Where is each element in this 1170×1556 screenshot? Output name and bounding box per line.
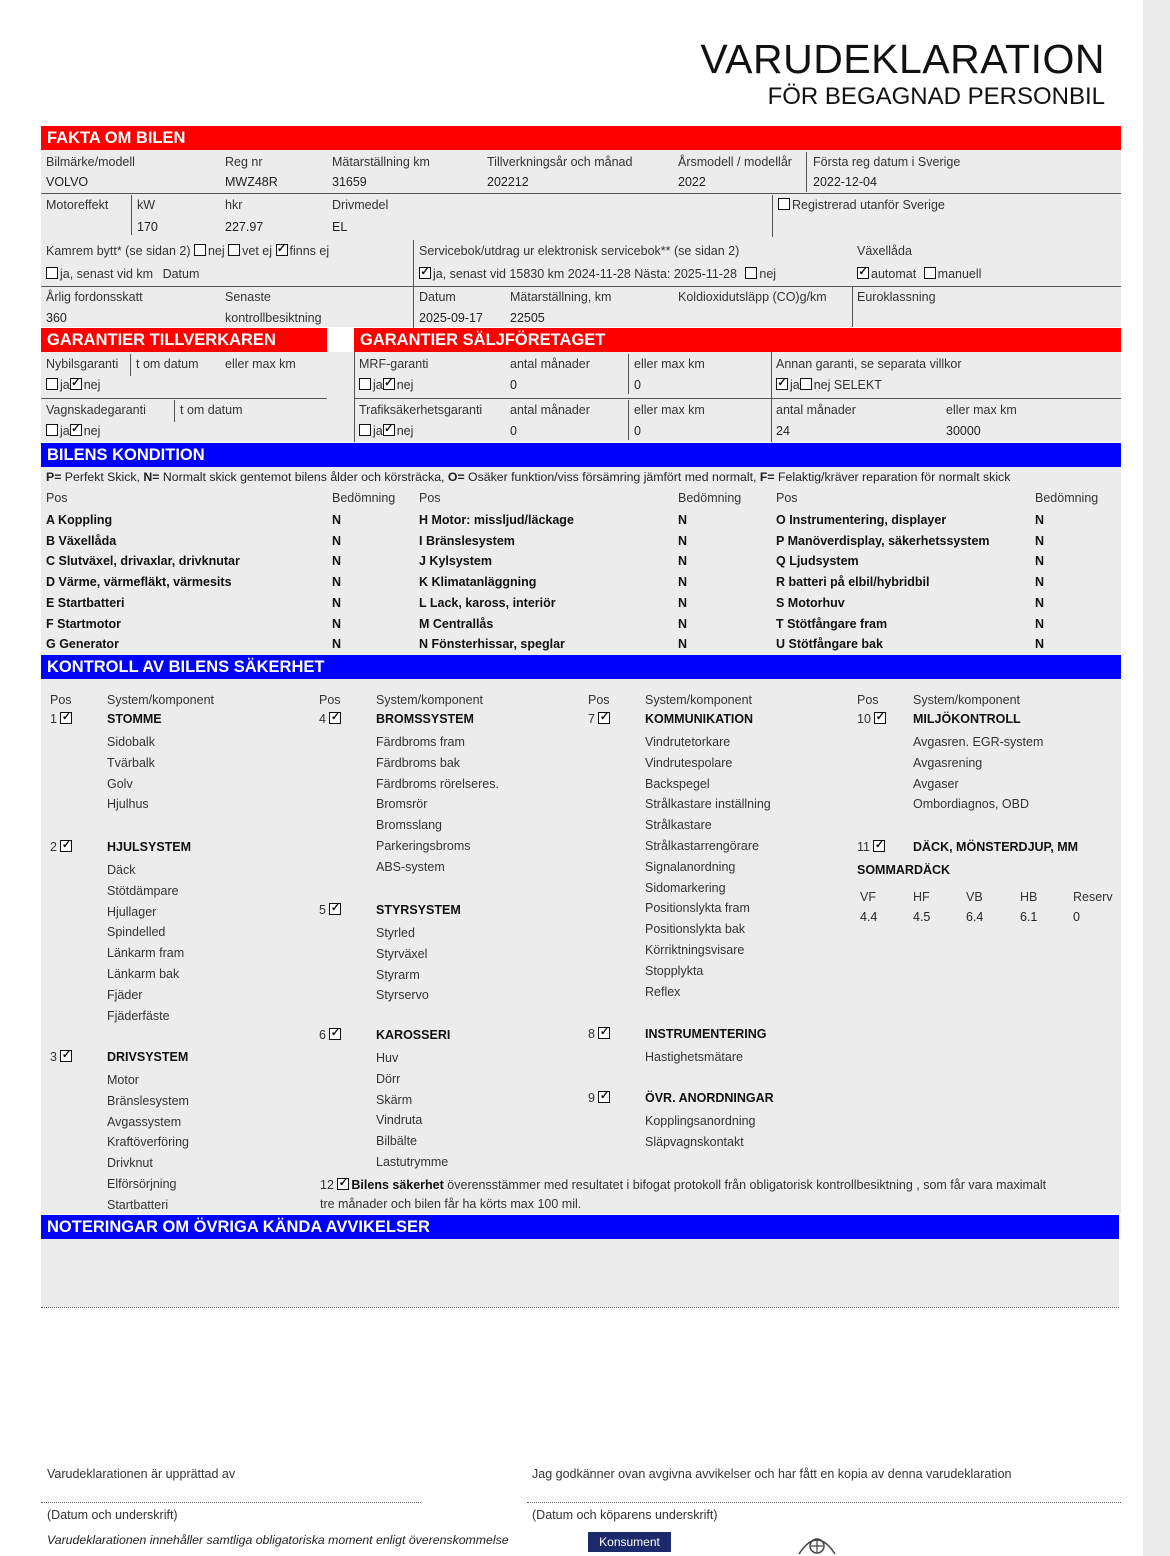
label-inspection-2: kontrollbesiktning bbox=[225, 311, 322, 325]
sakerhet-group-number: 3 ✓ bbox=[50, 1050, 74, 1064]
kondition-item: M Centrallås bbox=[419, 616, 494, 631]
emblem-icon bbox=[796, 1530, 838, 1556]
checkbox-unchecked-icon[interactable] bbox=[46, 267, 58, 279]
label-damage-warranty: Vagnskadegaranti bbox=[46, 403, 146, 417]
sakerhet-item: Styrarm bbox=[376, 967, 420, 982]
sakerhet-item: Reflex bbox=[645, 984, 681, 999]
new-car-warranty-row: ja✓ nej bbox=[46, 378, 100, 392]
rating-legend: P= Perfekt Skick, N= Normalt skick gentemot bilens ålder och körsträcka, O= Osäker funktion/viss försämring jämfört med normalt, F= Felaktig/kräver reparation för normalt skick bbox=[46, 470, 1011, 484]
tire-label: HF bbox=[913, 890, 930, 904]
footer-left-sign: (Datum och underskrift) bbox=[47, 1508, 178, 1522]
label-mrf: MRF-garanti bbox=[359, 357, 429, 371]
value-insp-km: 22505 bbox=[510, 311, 545, 325]
tire-value: 6.4 bbox=[966, 910, 984, 924]
kondition-rating: N bbox=[1035, 513, 1045, 527]
footer-right-sign: (Datum och köparens underskrift) bbox=[532, 1508, 718, 1522]
label-months: antal månader bbox=[510, 357, 590, 371]
document-subtitle: FÖR BEGAGNAD PERSONBIL bbox=[767, 83, 1105, 110]
sakerhet-pos-header: Pos bbox=[857, 693, 879, 707]
checkbox-checked-icon[interactable] bbox=[60, 840, 72, 852]
sakerhet-item: Släpvagnskontakt bbox=[645, 1134, 744, 1149]
sakerhet-item: Parkeringsbroms bbox=[376, 839, 471, 853]
label-other-warranty: Annan garanti, se separata villkor bbox=[776, 357, 962, 371]
sakerhet-group-title: MILJÖKONTROLL bbox=[913, 712, 1021, 726]
kondition-rating: N bbox=[332, 575, 342, 590]
sakerhet-pos-header: Pos bbox=[588, 693, 610, 707]
label-insp-km: Mätarställning, km bbox=[510, 290, 612, 304]
sakerhet-item: Färdbroms bak bbox=[376, 755, 461, 770]
checkbox-unchecked-icon[interactable] bbox=[46, 424, 58, 436]
sakerhet-item: Backspegel bbox=[645, 776, 710, 791]
value-mrf-months: 0 bbox=[510, 378, 517, 392]
kondition-rating: N bbox=[332, 533, 342, 548]
kondition-item: K Klimatanläggning bbox=[419, 575, 537, 590]
kondition-item: C Slutväxel, drivaxlar, drivknutar bbox=[46, 554, 240, 569]
sakerhet-group-title: INSTRUMENTERING bbox=[645, 1027, 767, 1041]
kondition-rating: N bbox=[332, 513, 342, 527]
sakerhet-pos-header: Pos bbox=[50, 693, 72, 707]
sakerhet-item: Ombordiagnos, OBD bbox=[913, 797, 1030, 812]
sakerhet-item: Spindelled bbox=[107, 925, 166, 940]
sakerhet-group-number: 6 ✓ bbox=[319, 1028, 343, 1042]
kondition-rating-header: Bedömning bbox=[678, 491, 742, 505]
label-maxkm-4: eller max km bbox=[946, 403, 1017, 417]
label-maxkm-3: eller max km bbox=[634, 403, 705, 417]
label-months-2: antal månader bbox=[510, 403, 590, 417]
kondition-rating: N bbox=[332, 616, 342, 631]
sakerhet-item: Stötdämpare bbox=[107, 883, 179, 898]
label-tom-2: t om datum bbox=[180, 403, 243, 417]
gearbox-row: ✓ automat manuell bbox=[857, 267, 981, 281]
sakerhet-item: Hjulhus bbox=[107, 797, 149, 812]
kondition-rating: N bbox=[678, 513, 688, 527]
sakerhet-system-header: System/komponent bbox=[913, 693, 1020, 707]
sakerhet-item: Fjäder bbox=[107, 987, 143, 1002]
checkbox-checked-icon[interactable] bbox=[383, 378, 395, 390]
checkbox-unchecked-icon[interactable] bbox=[359, 424, 371, 436]
value-model: VOLVO bbox=[46, 175, 89, 189]
buyer-signature-line[interactable] bbox=[527, 1502, 1121, 1503]
checkbox-checked-icon[interactable] bbox=[337, 1178, 349, 1190]
checkbox-unchecked-icon[interactable] bbox=[800, 378, 812, 390]
timing-yes-row: ja, senast vid km Datum bbox=[46, 267, 199, 281]
tire-label: HB bbox=[1020, 890, 1038, 904]
section-fakta-heading: FAKTA OM BILEN bbox=[41, 126, 1121, 150]
sakerhet-item: Golv bbox=[107, 776, 133, 791]
sakerhet-group-title: DÄCK, MÖNSTERDJUP, MM bbox=[913, 840, 1079, 854]
kondition-rating: N bbox=[1035, 575, 1045, 590]
mrf-row: ja✓ nej bbox=[359, 378, 413, 392]
sakerhet-item: Däck bbox=[107, 863, 136, 877]
sakerhet-item: Skärm bbox=[376, 1092, 413, 1107]
kondition-item: D Värme, värmefläkt, värmesits bbox=[46, 575, 232, 590]
value-reg: MWZ48R bbox=[225, 175, 278, 189]
kondition-item: S Motorhuv bbox=[776, 595, 845, 610]
sakerhet-item: Avgasren. EGR-system bbox=[913, 735, 1044, 749]
label-service: Servicebok/utdrag ur elektronisk servicebok** (se sidan 2) bbox=[419, 244, 740, 258]
checkbox-checked-icon[interactable] bbox=[70, 424, 82, 436]
value-traffic-km: 0 bbox=[634, 424, 641, 438]
value-kw: 170 bbox=[137, 220, 158, 234]
sakerhet-item: Elförsörjning bbox=[107, 1177, 177, 1191]
value-firstreg: 2022-12-04 bbox=[813, 175, 877, 189]
checkbox-unchecked-icon[interactable] bbox=[228, 244, 240, 256]
seller-signature-line[interactable] bbox=[41, 1502, 421, 1503]
kondition-item: Q Ljudsystem bbox=[776, 554, 859, 569]
checkbox-unchecked-icon[interactable] bbox=[46, 378, 58, 390]
tire-value: 0 bbox=[1073, 910, 1080, 924]
other-warranty-row: ✓ ja nej SELEKT bbox=[776, 378, 882, 392]
value-tax: 360 bbox=[46, 311, 67, 325]
sakerhet-item: Tvärbalk bbox=[107, 755, 155, 770]
kondition-pos-header: Pos bbox=[776, 491, 798, 505]
kondition-rating: N bbox=[1035, 595, 1045, 610]
kondition-rating: N bbox=[678, 637, 688, 652]
tire-label: VF bbox=[860, 890, 876, 904]
value-hp: 227.97 bbox=[225, 220, 264, 234]
checkbox-checked-icon[interactable] bbox=[874, 712, 886, 724]
label-tax: Årlig fordonsskatt bbox=[46, 290, 143, 304]
section-kondition-heading: BILENS KONDITION bbox=[41, 443, 1121, 467]
sakerhet-item: Länkarm bak bbox=[107, 967, 180, 981]
checkbox-unchecked-icon[interactable] bbox=[778, 198, 790, 210]
kondition-pos-header: Pos bbox=[419, 491, 441, 505]
sakerhet-group-number: 1 ✓ bbox=[50, 712, 74, 726]
tire-label: VB bbox=[966, 890, 983, 904]
kondition-item: O Instrumentering, displayer bbox=[776, 513, 947, 527]
checkbox-unchecked-icon[interactable] bbox=[359, 378, 371, 390]
kondition-item: P Manöverdisplay, säkerhetssystem bbox=[776, 533, 990, 548]
sakerhet-item: Bilbälte bbox=[376, 1134, 417, 1149]
kondition-rating: N bbox=[332, 637, 342, 652]
label-co2: Koldioxidutsläpp (CO)g/km bbox=[678, 290, 827, 304]
label-maxkm-2: eller max km bbox=[634, 357, 705, 371]
sakerhet-item: Bränslesystem bbox=[107, 1093, 189, 1108]
damage-warranty-row: ja✓ nej bbox=[46, 424, 100, 438]
label-maxkm: eller max km bbox=[225, 357, 296, 371]
section-sakerhet-heading: KONTROLL AV BILENS SÄKERHET bbox=[41, 655, 1121, 679]
value-mrf-km: 0 bbox=[634, 378, 641, 392]
item-12-text-2: tre månader och bilen får ha körts max 100 mil. bbox=[320, 1197, 582, 1211]
sakerhet-item: Motor bbox=[107, 1073, 139, 1087]
value-other-months: 24 bbox=[776, 424, 790, 438]
tires-title: SOMMARDÄCK bbox=[857, 863, 951, 877]
sakerhet-item: Strålkastare inställning bbox=[645, 797, 771, 812]
kondition-rating: N bbox=[1035, 637, 1045, 652]
sakerhet-group-number: 7 ✓ bbox=[588, 712, 612, 726]
sakerhet-item: Drivknut bbox=[107, 1156, 153, 1171]
kondition-rating: N bbox=[1035, 554, 1045, 569]
footer-right-label: Jag godkänner ovan avgivna avvikelser och har fått en kopia av denna varudeklaration bbox=[532, 1467, 1012, 1481]
footer-left-label: Varudeklarationen är upprättad av bbox=[47, 1467, 236, 1481]
value-fuel: EL bbox=[332, 220, 348, 234]
kondition-rating: N bbox=[678, 595, 688, 610]
notes-divider bbox=[41, 1307, 1119, 1308]
sakerhet-group-title: DRIVSYSTEM bbox=[107, 1050, 189, 1064]
section-garantier-tillverkaren-heading: GARANTIER TILLVERKAREN bbox=[41, 328, 327, 352]
sakerhet-item: ABS-system bbox=[376, 859, 445, 874]
sakerhet-group-title: ÖVR. ANORDNINGAR bbox=[645, 1091, 774, 1105]
label-months-3: antal månader bbox=[776, 403, 856, 417]
value-odometer: 31659 bbox=[332, 175, 367, 189]
kondition-item: G Generator bbox=[46, 637, 119, 652]
sakerhet-item: Styrväxel bbox=[376, 946, 428, 961]
sakerhet-item: Bromsrör bbox=[376, 797, 428, 812]
kondition-item: L Lack, kaross, interiör bbox=[419, 595, 556, 610]
kondition-item: B Växellåda bbox=[46, 533, 117, 548]
tire-label: Reserv bbox=[1073, 890, 1113, 904]
checkbox-checked-icon[interactable] bbox=[857, 267, 869, 279]
sakerhet-group-number: 9 ✓ bbox=[588, 1091, 612, 1105]
sakerhet-item: Kopplingsanordning bbox=[645, 1114, 756, 1128]
checkbox-checked-icon[interactable] bbox=[60, 712, 72, 724]
footer-note: Varudeklarationen innehåller samtliga obligatoriska moment enligt överenskommelse bbox=[47, 1533, 509, 1547]
label-hp: hkr bbox=[225, 198, 243, 212]
kondition-item: R batteri på elbil/hybridbil bbox=[776, 575, 930, 590]
sakerhet-item: Styrservo bbox=[376, 988, 429, 1003]
tire-value: 4.4 bbox=[860, 910, 878, 924]
kondition-item: A Koppling bbox=[46, 513, 113, 527]
kondition-rating: N bbox=[1035, 616, 1045, 631]
kondition-rating: N bbox=[332, 595, 342, 610]
kondition-item: I Bränslesystem bbox=[419, 533, 515, 548]
checkbox-checked-icon[interactable] bbox=[329, 712, 341, 724]
kondition-item: N Fönsterhissar, speglar bbox=[419, 637, 565, 652]
checkbox-checked-icon[interactable] bbox=[598, 712, 610, 724]
kondition-rating: N bbox=[678, 533, 688, 548]
sakerhet-item: Färdbroms rörelseres. bbox=[376, 776, 499, 791]
section-noteringar-heading: NOTERINGAR OM ÖVRIGA KÄNDA AVVIKELSER bbox=[41, 1215, 1119, 1239]
timing-belt-row: Kamrem bytt* (se sidan 2) nej vet ej ✓ finns ej bbox=[46, 244, 329, 258]
kondition-item: U Stötfångare bak bbox=[776, 637, 883, 652]
kondition-rating: N bbox=[678, 575, 688, 590]
kondition-item: F Startmotor bbox=[46, 616, 121, 631]
label-modelyear: Årsmodell / modellår bbox=[678, 155, 792, 169]
sakerhet-group-title: HJULSYSTEM bbox=[107, 840, 192, 854]
label-kw: kW bbox=[137, 198, 156, 212]
checkbox-checked-icon[interactable] bbox=[873, 840, 885, 852]
value-other-km: 30000 bbox=[946, 424, 981, 438]
kondition-rating-header: Bedömning bbox=[1035, 491, 1099, 505]
kondition-rating: N bbox=[332, 554, 342, 569]
sakerhet-item: Hjullager bbox=[107, 904, 157, 919]
sakerhet-group-number: 11 ✓ bbox=[857, 840, 887, 854]
checkbox-checked-icon[interactable] bbox=[419, 267, 431, 279]
sakerhet-item: Positionslykta bak bbox=[645, 922, 746, 937]
kondition-item: E Startbatteri bbox=[46, 595, 125, 610]
sakerhet-item: Sidomarkering bbox=[645, 880, 726, 895]
sakerhet-item: Strålkastare bbox=[645, 818, 712, 833]
label-reg: Reg nr bbox=[225, 155, 263, 169]
sakerhet-item: Startbatteri bbox=[107, 1197, 169, 1212]
checkbox-checked-icon[interactable] bbox=[383, 424, 395, 436]
checkbox-checked-icon[interactable] bbox=[776, 378, 788, 390]
label-tom: t om datum bbox=[136, 357, 199, 371]
section-garantier-salj-heading: GARANTIER SÄLJFÖRETAGET bbox=[354, 328, 1121, 352]
sakerhet-item: Kraftöverföring bbox=[107, 1135, 189, 1150]
sakerhet-item: Fjäderfäste bbox=[107, 1008, 170, 1023]
label-inspection: Senaste bbox=[225, 290, 271, 304]
sakerhet-item: Länkarm fram bbox=[107, 946, 185, 961]
sakerhet-system-header: System/komponent bbox=[376, 693, 483, 707]
sakerhet-item: Styrled bbox=[376, 926, 415, 940]
kondition-item: H Motor: missljud/läckage bbox=[419, 513, 574, 527]
checkbox-unchecked-icon[interactable] bbox=[194, 244, 206, 256]
label-insp-date: Datum bbox=[419, 290, 456, 304]
label-firstreg: Första reg datum i Sverige bbox=[813, 155, 961, 169]
sakerhet-item: Avgasrening bbox=[913, 755, 983, 770]
kondition-pos-header: Pos bbox=[46, 491, 68, 505]
checkbox-checked-icon[interactable] bbox=[329, 1028, 341, 1040]
label-power: Motoreffekt bbox=[46, 198, 109, 212]
sakerhet-group-number: 5 ✓ bbox=[319, 903, 343, 917]
konsument-logo: Konsument bbox=[588, 1532, 671, 1552]
sakerhet-item: Lastutrymme bbox=[376, 1155, 449, 1169]
sakerhet-item: Avgassystem bbox=[107, 1114, 182, 1129]
sakerhet-item: Huv bbox=[376, 1051, 399, 1065]
checkbox-unchecked-icon[interactable] bbox=[745, 267, 757, 279]
checkbox-checked-icon[interactable] bbox=[598, 1091, 610, 1103]
kondition-rating: N bbox=[1035, 533, 1045, 548]
checkbox-checked-icon[interactable] bbox=[598, 1027, 610, 1039]
sakerhet-item: Strålkastarrengörare bbox=[645, 839, 759, 853]
sakerhet-item: Stopplykta bbox=[645, 963, 704, 978]
checkbox-checked-icon[interactable] bbox=[276, 244, 288, 256]
tire-value: 4.5 bbox=[913, 910, 931, 924]
sakerhet-item: Hastighetsmätare bbox=[645, 1050, 743, 1064]
item-12-row: 12 ✓ Bilens säkerhet överensstämmer med resultatet i bifogat protokoll från obligatorisk kontrollbesiktning , som får vara maximalt bbox=[320, 1178, 1046, 1192]
checkbox-checked-icon[interactable] bbox=[70, 378, 82, 390]
sakerhet-item: Vindrutespolare bbox=[645, 755, 733, 770]
value-mfg: 202212 bbox=[487, 175, 529, 189]
tire-value: 6.1 bbox=[1020, 910, 1038, 924]
foreign-reg-checkbox[interactable]: Registrerad utanför Sverige bbox=[778, 198, 945, 212]
sakerhet-group-number: 8 ✓ bbox=[588, 1027, 612, 1041]
sakerhet-group-number: 2 ✓ bbox=[50, 840, 74, 854]
checkbox-checked-icon[interactable] bbox=[60, 1050, 72, 1062]
sakerhet-group-title: STOMME bbox=[107, 712, 162, 726]
label-odometer: Mätarställning km bbox=[332, 155, 430, 169]
sakerhet-item: Dörr bbox=[376, 1071, 401, 1086]
sakerhet-item: Sidobalk bbox=[107, 735, 155, 749]
kondition-rating: N bbox=[678, 616, 688, 631]
sakerhet-item: Färdbroms fram bbox=[376, 735, 465, 749]
label-euro: Euroklassning bbox=[857, 290, 936, 304]
sakerhet-group-title: KOMMUNIKATION bbox=[645, 712, 754, 726]
sakerhet-item: Körriktningsvisare bbox=[645, 943, 745, 957]
checkbox-checked-icon[interactable] bbox=[329, 903, 341, 915]
checkbox-unchecked-icon[interactable] bbox=[924, 267, 936, 279]
value-modelyear: 2022 bbox=[678, 175, 706, 189]
value-insp-date: 2025-09-17 bbox=[419, 311, 483, 325]
value-traffic-months: 0 bbox=[510, 424, 517, 438]
sakerhet-item: Avgaser bbox=[913, 776, 959, 791]
label-fuel: Drivmedel bbox=[332, 198, 389, 212]
traffic-row: ja✓ nej bbox=[359, 424, 413, 438]
kondition-item: T Stötfångare fram bbox=[776, 616, 888, 631]
sakerhet-group-title: BROMSSYSTEM bbox=[376, 712, 474, 726]
kondition-item: J Kylsystem bbox=[419, 554, 492, 569]
label-traffic: Trafiksäkerhetsgaranti bbox=[359, 403, 483, 417]
sakerhet-group-number: 4 ✓ bbox=[319, 712, 343, 726]
sakerhet-pos-header: Pos bbox=[319, 693, 341, 707]
label-model: Bilmärke/modell bbox=[46, 155, 135, 169]
label-gearbox: Växellåda bbox=[857, 244, 912, 258]
sakerhet-group-title: STYRSYSTEM bbox=[376, 903, 461, 917]
notes-field[interactable] bbox=[41, 1239, 1119, 1307]
sakerhet-system-header: System/komponent bbox=[645, 693, 752, 707]
sakerhet-item: Vindrutetorkare bbox=[645, 735, 731, 749]
sakerhet-item: Vindruta bbox=[376, 1113, 423, 1128]
label-new-car-warranty: Nybilsgaranti bbox=[46, 357, 119, 371]
sakerhet-item: Bromsslang bbox=[376, 818, 442, 833]
service-row: ✓ ja, senast vid 15830 km 2024-11-28 Nästa: 2025-11-28 nej bbox=[419, 267, 776, 281]
label-mfg: Tillverkningsår och månad bbox=[487, 155, 633, 169]
kondition-rating-header: Bedömning bbox=[332, 491, 396, 505]
sakerhet-item: Signalanordning bbox=[645, 859, 736, 874]
kondition-rating: N bbox=[678, 554, 688, 569]
document-title: VARUDEKLARATION bbox=[700, 36, 1105, 82]
sakerhet-item: Positionslykta fram bbox=[645, 901, 750, 916]
sakerhet-group-title: KAROSSERI bbox=[376, 1028, 451, 1042]
sakerhet-system-header: System/komponent bbox=[107, 693, 214, 707]
sakerhet-group-number: 10 ✓ bbox=[857, 712, 888, 726]
